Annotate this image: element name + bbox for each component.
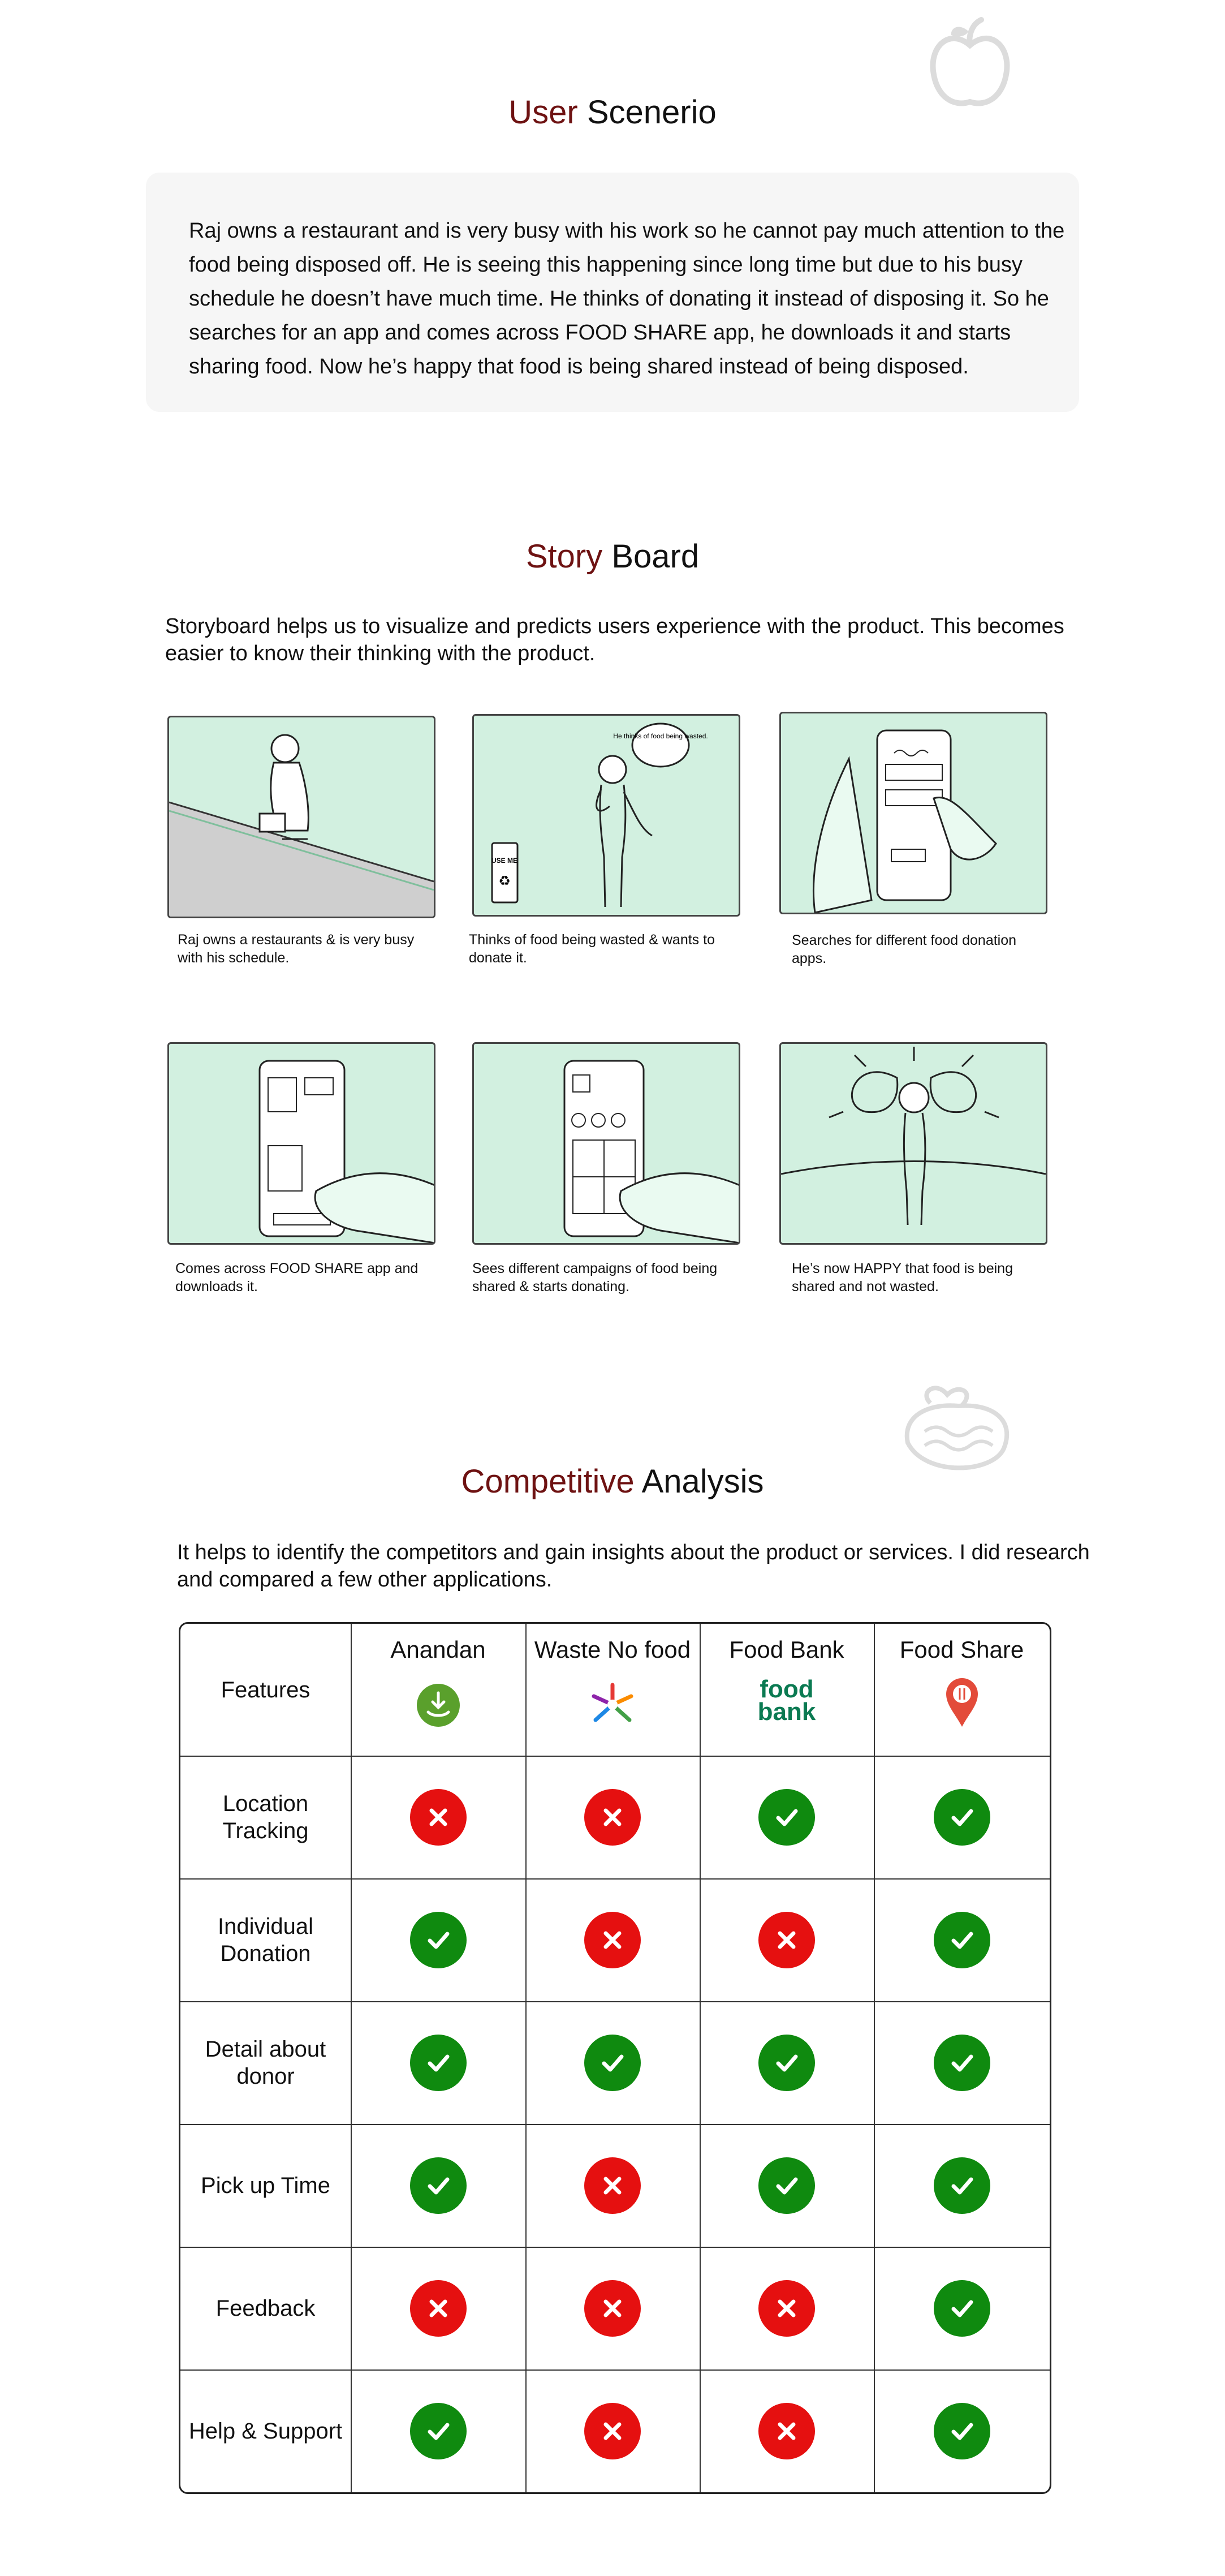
storyboard-caption-2: Thinks of food being wasted & wants to donate it. xyxy=(469,932,715,966)
check-icon xyxy=(934,2280,990,2337)
cross-icon xyxy=(758,2280,815,2337)
comparison-cell xyxy=(874,2247,1050,2369)
comparison-cell xyxy=(525,1878,700,2001)
feature-label: Individual Donation xyxy=(217,1913,313,1966)
storyboard-frame-6 xyxy=(779,1042,1047,1245)
check-icon xyxy=(758,2035,815,2091)
column-title: Food Bank xyxy=(729,1636,844,1663)
check-icon xyxy=(410,2403,467,2459)
food-share-logo-icon xyxy=(944,1677,980,1728)
comparison-cell xyxy=(874,1878,1050,2001)
storyboard-frame-5 xyxy=(472,1042,740,1245)
phone-campaigns-illustration xyxy=(474,1044,739,1243)
check-icon xyxy=(934,1912,990,1968)
cross-icon xyxy=(758,1912,815,1968)
comparison-cell xyxy=(700,2001,874,2124)
cross-icon xyxy=(584,2280,641,2337)
storyboard-frame-2 xyxy=(472,714,740,917)
comparison-cell xyxy=(525,2369,700,2492)
waste-no-food-logo-icon xyxy=(587,1679,638,1730)
feature-label: Feedback xyxy=(215,2295,316,2321)
cross-icon xyxy=(584,1912,641,1968)
comparison-cell xyxy=(525,2124,700,2247)
storyboard-frame-4 xyxy=(167,1042,435,1245)
phone-download-illustration xyxy=(169,1044,434,1243)
check-icon xyxy=(758,1789,815,1846)
anandan-logo-icon xyxy=(416,1683,461,1728)
storyboard-caption-4: Comes across FOOD SHARE app and downloads it. xyxy=(175,1261,419,1295)
recycle-icon: ♻ xyxy=(498,873,511,889)
features-header: Features xyxy=(221,1677,310,1702)
comparison-cell xyxy=(351,2247,525,2369)
thought-bubble-text: He thinks of food being wasted. xyxy=(613,732,708,740)
column-header-anandan xyxy=(351,1624,525,1756)
check-icon xyxy=(410,1912,467,1968)
comparison-cell xyxy=(700,2369,874,2492)
storyboard-intro: Storyboard helps us to visualize and predicts users experience with the product. This becomes easier to know their thinking with the product. xyxy=(165,614,1064,665)
check-icon xyxy=(410,2035,467,2091)
comparison-cell xyxy=(700,2124,874,2247)
cross-icon xyxy=(410,1789,467,1846)
comparison-cell xyxy=(700,1878,874,2001)
check-icon xyxy=(410,2157,467,2214)
column-header-food-share xyxy=(874,1624,1050,1756)
comparison-cell xyxy=(351,2001,525,2124)
feature-label: Location Tracking xyxy=(222,1791,309,1843)
check-icon xyxy=(584,2035,641,2091)
cross-icon xyxy=(410,2280,467,2337)
thinking-person-illustration xyxy=(474,716,739,915)
comparison-cell xyxy=(351,1756,525,1878)
storyboard-frame-3 xyxy=(779,712,1047,914)
happy-person-illustration xyxy=(781,1044,1046,1243)
cross-icon xyxy=(584,2403,641,2459)
comparison-cell xyxy=(874,1756,1050,1878)
comparison-cell xyxy=(525,2247,700,2369)
feature-label: Detail about donor xyxy=(205,2036,326,2089)
comparison-table xyxy=(179,1622,1051,2494)
comparison-cell xyxy=(874,2124,1050,2247)
storyboard-frame-1 xyxy=(167,716,435,918)
check-icon xyxy=(934,2035,990,2091)
column-title: Food Share xyxy=(899,1636,1024,1663)
check-icon xyxy=(758,2157,815,2214)
comparison-cell xyxy=(700,2247,874,2369)
comparison-cell xyxy=(700,1756,874,1878)
cross-icon xyxy=(584,1789,641,1846)
food-bank-logo: food bank xyxy=(757,1675,816,1726)
column-title: Waste No food xyxy=(534,1636,691,1663)
column-header-waste-no-food xyxy=(525,1624,700,1756)
check-icon xyxy=(934,2157,990,2214)
comparison-cell xyxy=(351,2369,525,2492)
column-title: Anandan xyxy=(390,1636,486,1663)
comparison-cell xyxy=(351,1878,525,2001)
storyboard-caption-5: Sees different campaigns of food being shared & starts donating. xyxy=(472,1261,718,1295)
user-scenario-title: User Scenerio xyxy=(508,94,717,131)
comparison-cell xyxy=(874,2369,1050,2492)
busy-person-illustration xyxy=(169,717,434,917)
competitive-intro: It helps to identify the competitors and gain insights about the product or services. I did research and compared a few other applications. xyxy=(177,1541,1090,1592)
competitive-analysis-title: Competitive Analysis xyxy=(461,1463,764,1500)
feature-label: Help & Support xyxy=(188,2418,343,2444)
column-header-food-bank xyxy=(700,1624,874,1756)
phone-search-illustration xyxy=(781,713,1046,913)
storyboard-caption-6: He’s now HAPPY that food is being shared and not wasted. xyxy=(792,1261,1013,1295)
comparison-cell xyxy=(525,2001,700,2124)
storyboard-caption-1: Raj owns a restaurants & is very busy with his schedule. xyxy=(178,932,415,966)
scenario-text: Raj owns a restaurant and is very busy with his work so he cannot pay much attention to the food being disposed off. He is seeing this happening since long time but due to his busy schedule he doesn’t have much time. He thinks of donating it instead of disposing it. So he searches for an app and comes across FOOD SHARE app, he downloads it and starts sharing food. Now he’s happy that food is being shared instead of being disposed. xyxy=(189,219,1065,379)
comparison-cell xyxy=(874,2001,1050,2124)
cross-icon xyxy=(584,2157,641,2214)
storyboard-title: Story Board xyxy=(525,538,700,575)
comparison-cell xyxy=(351,2124,525,2247)
comparison-cell xyxy=(525,1756,700,1878)
check-icon xyxy=(934,1789,990,1846)
storyboard-caption-3: Searches for different food donation apps. xyxy=(792,932,1017,966)
cross-icon xyxy=(758,2403,815,2459)
check-icon xyxy=(934,2403,990,2459)
bin-label: USE ME xyxy=(491,857,518,865)
feature-label: Pick up Time xyxy=(201,2173,330,2198)
